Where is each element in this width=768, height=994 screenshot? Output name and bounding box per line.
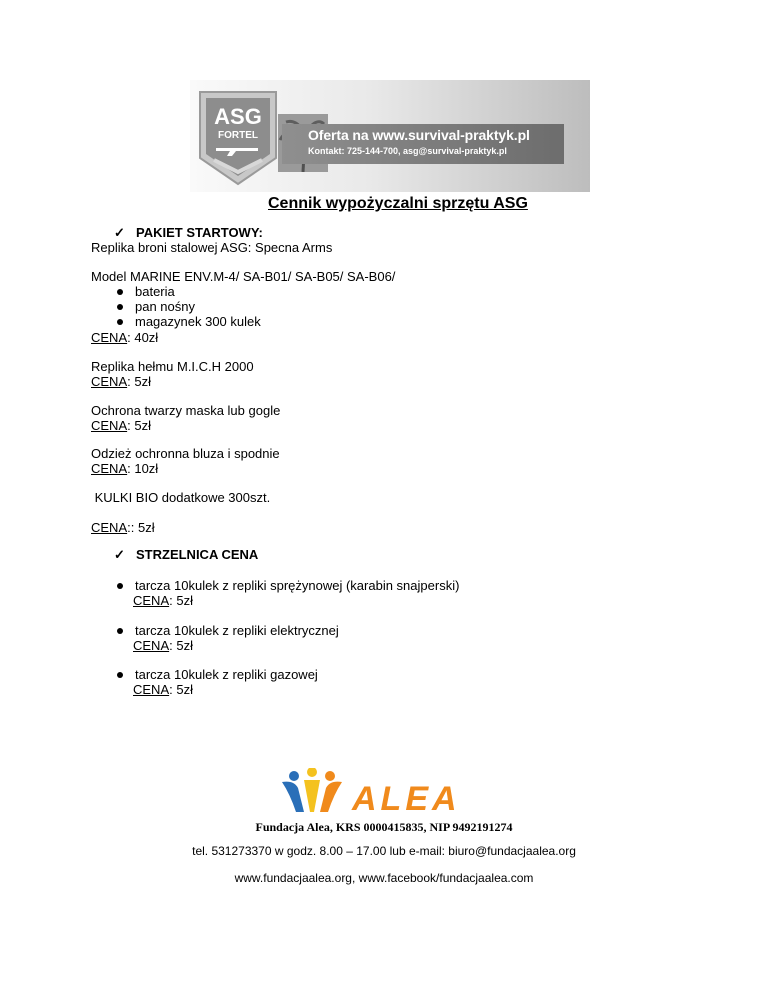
extra-item-name: KULKI BIO dodatkowe 300szt.	[91, 490, 271, 505]
item-name: Odzież ochronna bluza i spodnie	[91, 446, 280, 461]
price-line	[91, 461, 158, 476]
range-heading	[114, 547, 258, 562]
banner-contact-text: Kontakt: 725-144-700, asg@survival-praktyk.pl	[308, 146, 507, 156]
list-item: pan nośny	[117, 299, 195, 314]
price-line	[91, 330, 158, 345]
list-item: tarcza 10kulek z repliki elektrycznej	[117, 623, 339, 638]
bullet-icon	[117, 304, 123, 310]
list-item: tarcza 10kulek z repliki gazowej	[117, 667, 318, 682]
asg-logo-text: ASG	[214, 104, 262, 129]
price-line	[91, 418, 151, 433]
price-value: : 40zł	[127, 330, 159, 345]
bullet-icon	[117, 319, 123, 325]
item-name: Ochrona twarzy maska lub gogle	[91, 403, 281, 418]
price-line	[91, 520, 155, 535]
fortel-logo-text: FORTEL	[218, 130, 258, 141]
price-value: : 5zł	[127, 374, 151, 389]
starter-subheading: Replika broni stalowej ASG: Specna Arms	[91, 240, 333, 255]
model-line: Model MARINE ENV.M-4/ SA-B01/ SA-B05/ SA-B06/	[91, 269, 396, 284]
list-item: tarcza 10kulek z repliki sprężynowej (karabin snajperski)	[117, 578, 459, 593]
price-value: : 5zł	[127, 418, 151, 433]
footer-contact: tel. 531273370 w godz. 8.00 – 17.00 lub e-mail: biuro@fundacjaalea.org	[192, 844, 576, 858]
bullet-icon	[117, 628, 123, 634]
price-value: :: 5zł	[127, 520, 155, 535]
price-label: CENA	[133, 638, 170, 653]
price-label: CENA	[91, 461, 128, 476]
price-label: CENA	[91, 330, 128, 345]
alea-logo	[278, 768, 498, 820]
price-line	[133, 682, 193, 697]
price-value: : 10zł	[127, 461, 159, 476]
header-banner	[190, 80, 590, 192]
starter-heading	[114, 225, 263, 240]
footer-organization: Fundacja Alea, KRS 0000415835, NIP 9492191274	[255, 820, 513, 834]
price-value: : 5zł	[169, 593, 193, 608]
price-label: CENA	[91, 520, 128, 535]
range-heading-text: STRZELNICA CENA	[136, 547, 259, 562]
price-line	[91, 374, 151, 389]
price-label: CENA	[133, 682, 170, 697]
list-item: magazynek 300 kulek	[117, 314, 261, 329]
price-line	[133, 593, 193, 608]
alea-logo-text: ALEA	[352, 780, 461, 818]
checkmark-icon: ✓	[114, 225, 125, 240]
price-value: : 5zł	[169, 682, 193, 697]
page-title: Cennik wypożyczalni sprzętu ASG	[268, 195, 528, 212]
price-label: CENA	[91, 374, 128, 389]
checkmark-icon: ✓	[114, 547, 125, 562]
item-name: Replika hełmu M.I.C.H 2000	[91, 359, 254, 374]
price-value: : 5zł	[169, 638, 193, 653]
price-label: CENA	[91, 418, 128, 433]
footer-websites: www.fundacjaalea.org, www.facebook/fundacjaalea.com	[234, 871, 534, 885]
bullet-icon	[117, 583, 123, 589]
banner-offer-text: Oferta na www.survival-praktyk.pl	[308, 127, 530, 143]
bullet-icon	[117, 672, 123, 678]
bullet-icon	[117, 289, 123, 295]
asg-fortel-logo	[196, 88, 280, 186]
list-item: bateria	[117, 284, 175, 299]
price-label: CENA	[133, 593, 170, 608]
price-line	[133, 638, 193, 653]
starter-heading-text: PAKIET STARTOWY:	[136, 225, 263, 240]
